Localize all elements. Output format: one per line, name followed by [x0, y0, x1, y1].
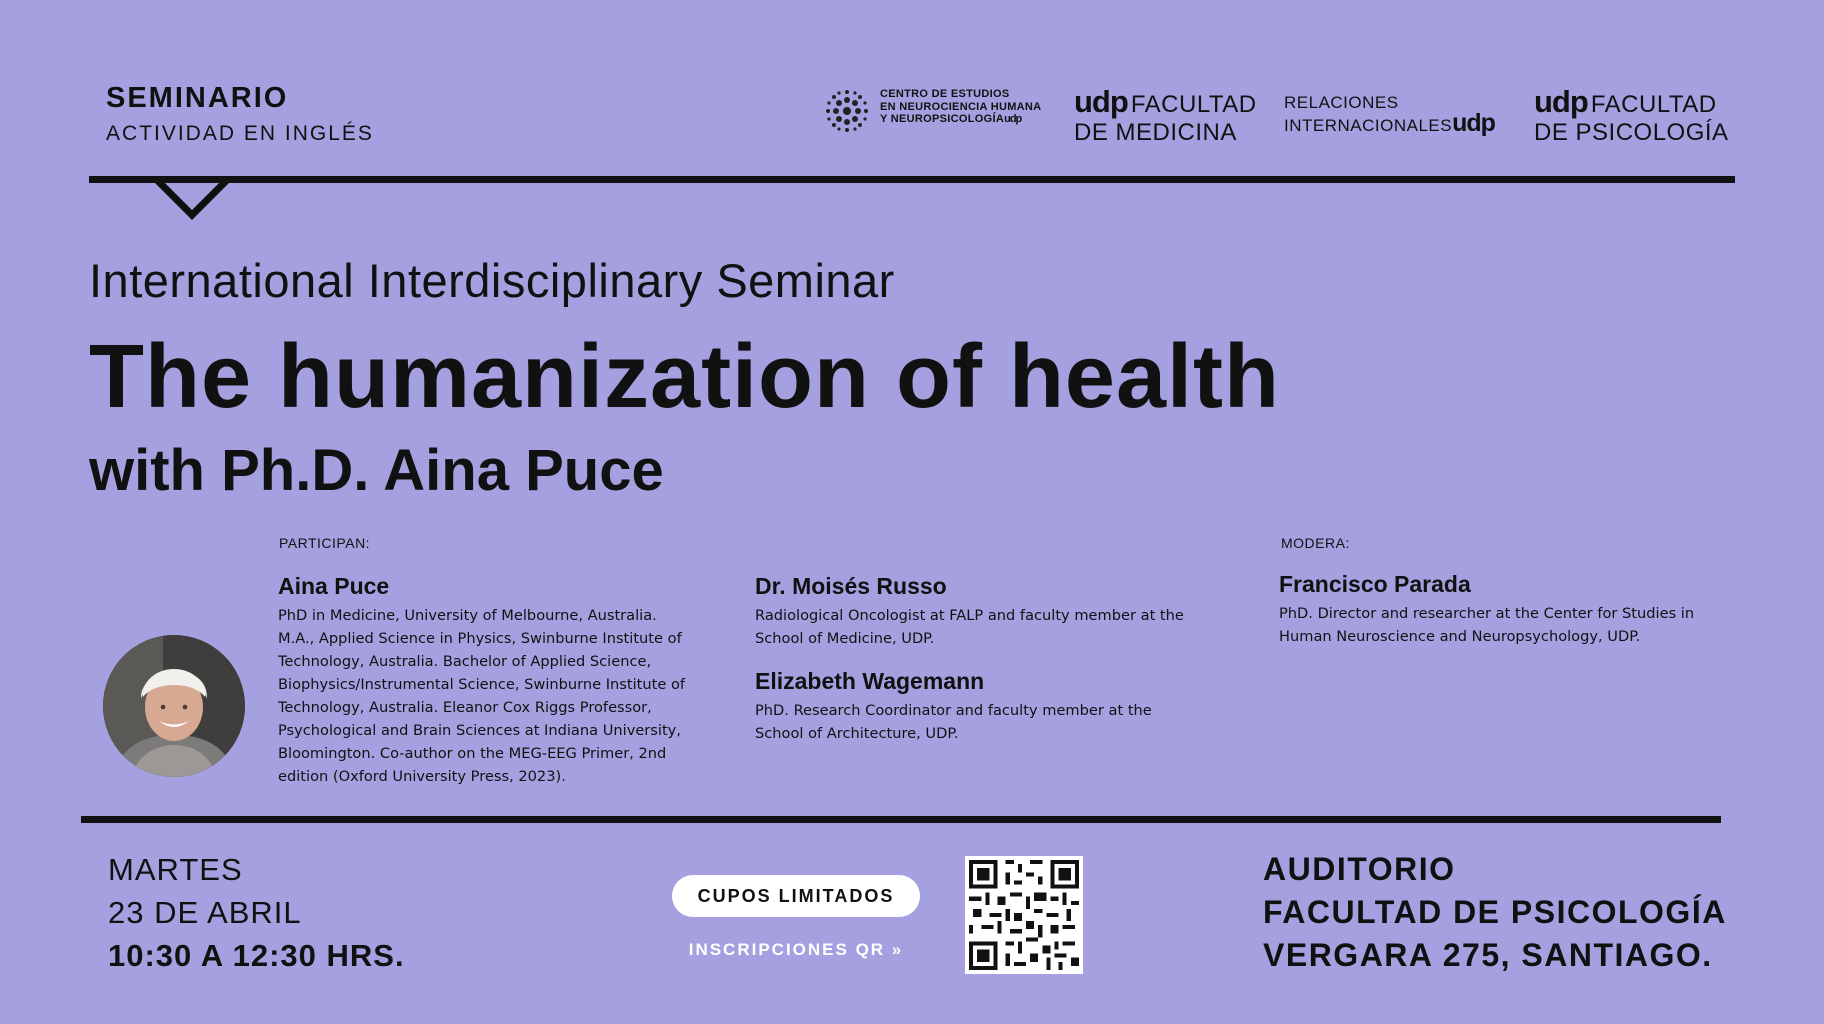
venue-line: VERGARA 275, SANTIAGO.: [1263, 937, 1713, 973]
bio-line: School of Architecture, UDP.: [755, 725, 959, 742]
bio-line: Bloomington. Co-author on the MEG-EEG Primer, 2nd: [278, 745, 667, 762]
venue-line: AUDITORIO: [1263, 851, 1456, 887]
relaciones-logo-line2: INTERNACIONALES: [1284, 116, 1453, 135]
centro-neurociencia-logo: [824, 88, 1041, 134]
moderator-card-francisco-parada: [1279, 571, 1739, 648]
psicologia-logo-line2: DE PSICOLOGÍA: [1534, 119, 1729, 146]
inscripciones-qr-link[interactable]: INSCRIPCIONES QR »: [688, 940, 904, 959]
bio-line: PhD. Research Coordinator and faculty member at the: [755, 702, 1152, 719]
participant-bio: [278, 604, 738, 788]
participant-bio: [755, 699, 1225, 745]
participant-name: Elizabeth Wagemann: [755, 668, 985, 694]
header-divider: [89, 176, 1735, 183]
participant-card-elizabeth-wagemann: [755, 668, 1225, 745]
relaciones-logo-line1: RELACIONES: [1284, 93, 1399, 112]
participant-name: Aina Puce: [278, 573, 390, 599]
event-day: MARTES: [108, 852, 243, 887]
pointer-notch-icon: [154, 176, 230, 220]
footer-divider: [81, 816, 1721, 823]
centro-logo-small-print: [880, 126, 1041, 134]
seminar-kicker-title: SEMINARIO: [106, 82, 289, 114]
bio-line: Radiological Oncologist at FALP and faculty member at the: [755, 607, 1184, 624]
qr-code-icon[interactable]: [965, 856, 1083, 974]
psicologia-logo-line1: FACULTAD: [1590, 91, 1717, 118]
bio-line: PhD in Medicine, University of Melbourne, Australia.: [278, 607, 657, 624]
centro-logo-line2: EN NEUROCIENCIA HUMANA: [880, 100, 1042, 113]
event-time: 10:30 A 12:30 HRS.: [108, 938, 405, 973]
participant-name: Dr. Moisés Russo: [755, 573, 947, 599]
bio-line: Biophysics/Instrumental Science, Swinburne Institute of: [278, 676, 686, 693]
medicina-logo-line2: DE MEDICINA: [1074, 119, 1237, 146]
bio-line: edition (Oxford University Press, 2023).: [278, 768, 566, 785]
relaciones-internacionales-logo: [1284, 92, 1495, 136]
psicologia-logo-udp: udp: [1534, 84, 1588, 119]
moderator-bio: [1279, 602, 1739, 648]
participant-card-moises-russo: [755, 573, 1225, 650]
bio-line: Technology, Australia. Bachelor of Applied Science,: [278, 653, 652, 670]
facultad-medicina-logo: [1074, 84, 1257, 147]
cupos-limitados-badge: CUPOS LIMITADOS: [672, 875, 920, 917]
event-title: The humanization of health: [89, 327, 1280, 427]
participants-label: PARTICIPAN:: [279, 535, 371, 551]
event-venue: [1263, 848, 1727, 977]
participant-card-aina-puce: [278, 573, 738, 788]
event-date: 23 DE ABRIL: [108, 895, 302, 930]
bio-line: Human Neuroscience and Neuropsychology, UDP.: [1279, 628, 1641, 645]
centro-logo-line1: CENTRO DE ESTUDIOS: [880, 88, 1010, 101]
centro-logo-line3: Y NEUROPSICOLOGÍA: [880, 113, 1005, 126]
event-schedule: [108, 848, 405, 977]
moderator-name: Francisco Parada: [1279, 571, 1471, 597]
facultad-psicologia-logo: [1534, 84, 1729, 147]
bio-line: School of Medicine, UDP.: [755, 630, 935, 647]
seminar-kicker-subtitle: ACTIVIDAD EN INGLÉS: [106, 122, 374, 145]
moderator-label: MODERA:: [1281, 535, 1350, 551]
medicina-logo-line1: FACULTAD: [1130, 91, 1257, 118]
event-guest-line: with Ph.D. Aina Puce: [89, 438, 664, 503]
participant-bio: [755, 604, 1225, 650]
brain-logo-icon: [824, 88, 870, 134]
event-subtitle: International Interdisciplinary Seminar: [89, 254, 895, 307]
bio-line: M.A., Applied Science in Physics, Swinburne Institute of: [278, 630, 682, 647]
centro-logo-udp: udp: [1004, 113, 1022, 126]
venue-line: FACULTAD DE PSICOLOGÍA: [1263, 894, 1727, 930]
medicina-logo-udp: udp: [1074, 84, 1128, 119]
bio-line: Technology, Australia. Eleanor Cox Riggs Professor,: [278, 699, 652, 716]
speaker-photo-aina-puce: [103, 635, 245, 777]
bio-line: PhD. Director and researcher at the Center for Studies in: [1279, 605, 1695, 622]
relaciones-logo-udp: udp: [1452, 109, 1495, 137]
bio-line: Psychological and Brain Sciences at Indiana University,: [278, 722, 681, 739]
